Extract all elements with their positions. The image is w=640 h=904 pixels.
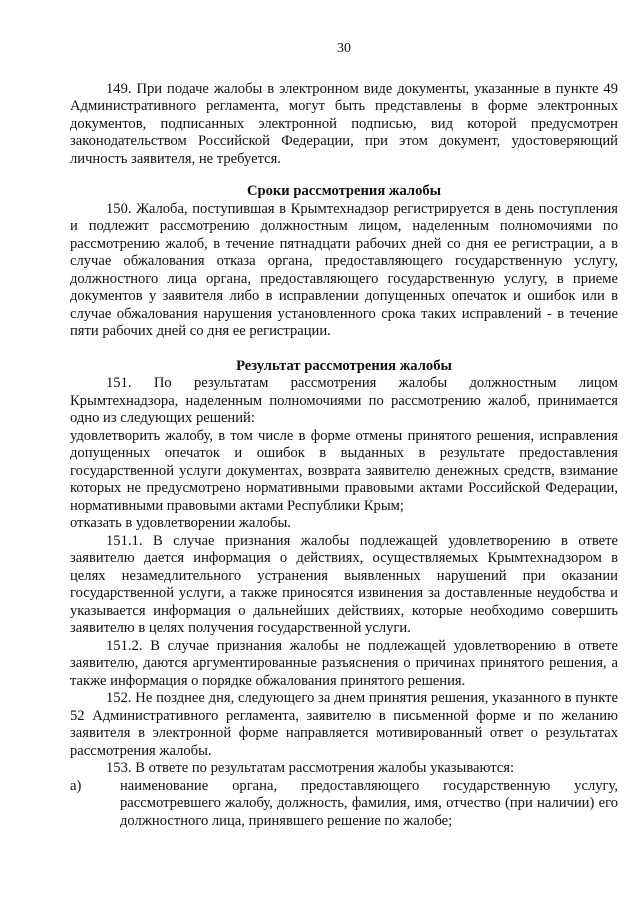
paragraph-151-2: 151.2. В случае признания жалобы не подлежащей удовлетворению в ответе заявителю, даются аргументированные разъяснения о причинах принятого решения, а также информация о порядке обжалования принятого решения. [70,637,618,689]
list-marker: а) [70,777,82,794]
paragraph-153: 153. В ответе по результатам рассмотрения жалобы указываются: [106,760,515,776]
paragraph-150: 150. Жалоба, поступившая в Крымтехнадзор регистрируется в день поступления и подлежит рассмотрению должностным лицом, наделенным полномочиями по рассмотрению жалоб, в течение пятнадцати рабочих дней со дня ее регистрации, а в случае обжалования отказа органа, предоставляющего государственную услугу, должностного лица органа, предоставляющего государственную услугу, в приеме документов у заявителя либо в исправлении допущенных опечаток и ошибок или в случае обжалования нарушения установленного срока таких исправлений - в течение пяти рабочих дней со дня ее регистрации. [70,200,618,339]
section-heading-result: Результат рассмотрения жалобы [236,357,452,374]
paragraph-153-item-a [70,778,618,831]
paragraph-149: 149. При подаче жалобы в электронном виде документы, указанные в пункте 49 Административного регламента, могут быть представлены в форме электронных документов, подписанных электронной подписью, вид которой предусмотрен законодательством Российской Федерации, при этом документ, удостоверяющий личность заявителя, не требуется. [70,80,618,167]
paragraph-151: 151. По результатам рассмотрения жалобы должностным лицом Крымтехнадзора, наделенным полномочиями по рассмотрению жалоб, принимается одно из следующих решений: [70,375,618,426]
document-page [70,40,618,830]
paragraph-151-option-1: удовлетворить жалобу, в том числе в форме отмены принятого решения, исправления допущенных опечаток и ошибок в выданных в результате предоставления государственной услуги документах, возврата заявителю денежных средств, взимание которых не предусмотрено нормативными правовыми актами Российской Федерации, нормативными правовыми актами Республики Крым; [70,427,618,514]
paragraph-151-option-2: отказать в удовлетворении жалобы. [70,515,291,531]
page-number: 30 [337,41,351,56]
list-item-text: наименование органа, предоставляющего государственную услугу, рассмотревшего жалобу, должность, фамилия, имя, отчество (при наличии) его должностного лица, принявшего решение по жалобе; [120,777,618,829]
paragraph-152: 152. Не позднее дня, следующего за днем принятия решения, указанного в пункте 52 Административного регламента, заявителю в письменной форме и по желанию заявителя в электронной форме направляется мотивированный ответ о результатах рассмотрения жалобы. [70,690,618,759]
paragraph-151-1: 151.1. В случае признания жалобы подлежащей удовлетворению в ответе заявителю дается информация о действиях, осуществляемых Крымтехнадзором в целях незамедлительного устранения выявленных нарушений при оказании государственной услуги, а также приносятся извинения за доставленные неудобства и указывается информация о дальнейших действиях, которые необходимо совершить заявителю в целях получения государственной услуги. [70,532,618,636]
section-heading-terms: Сроки рассмотрения жалобы [246,183,442,199]
